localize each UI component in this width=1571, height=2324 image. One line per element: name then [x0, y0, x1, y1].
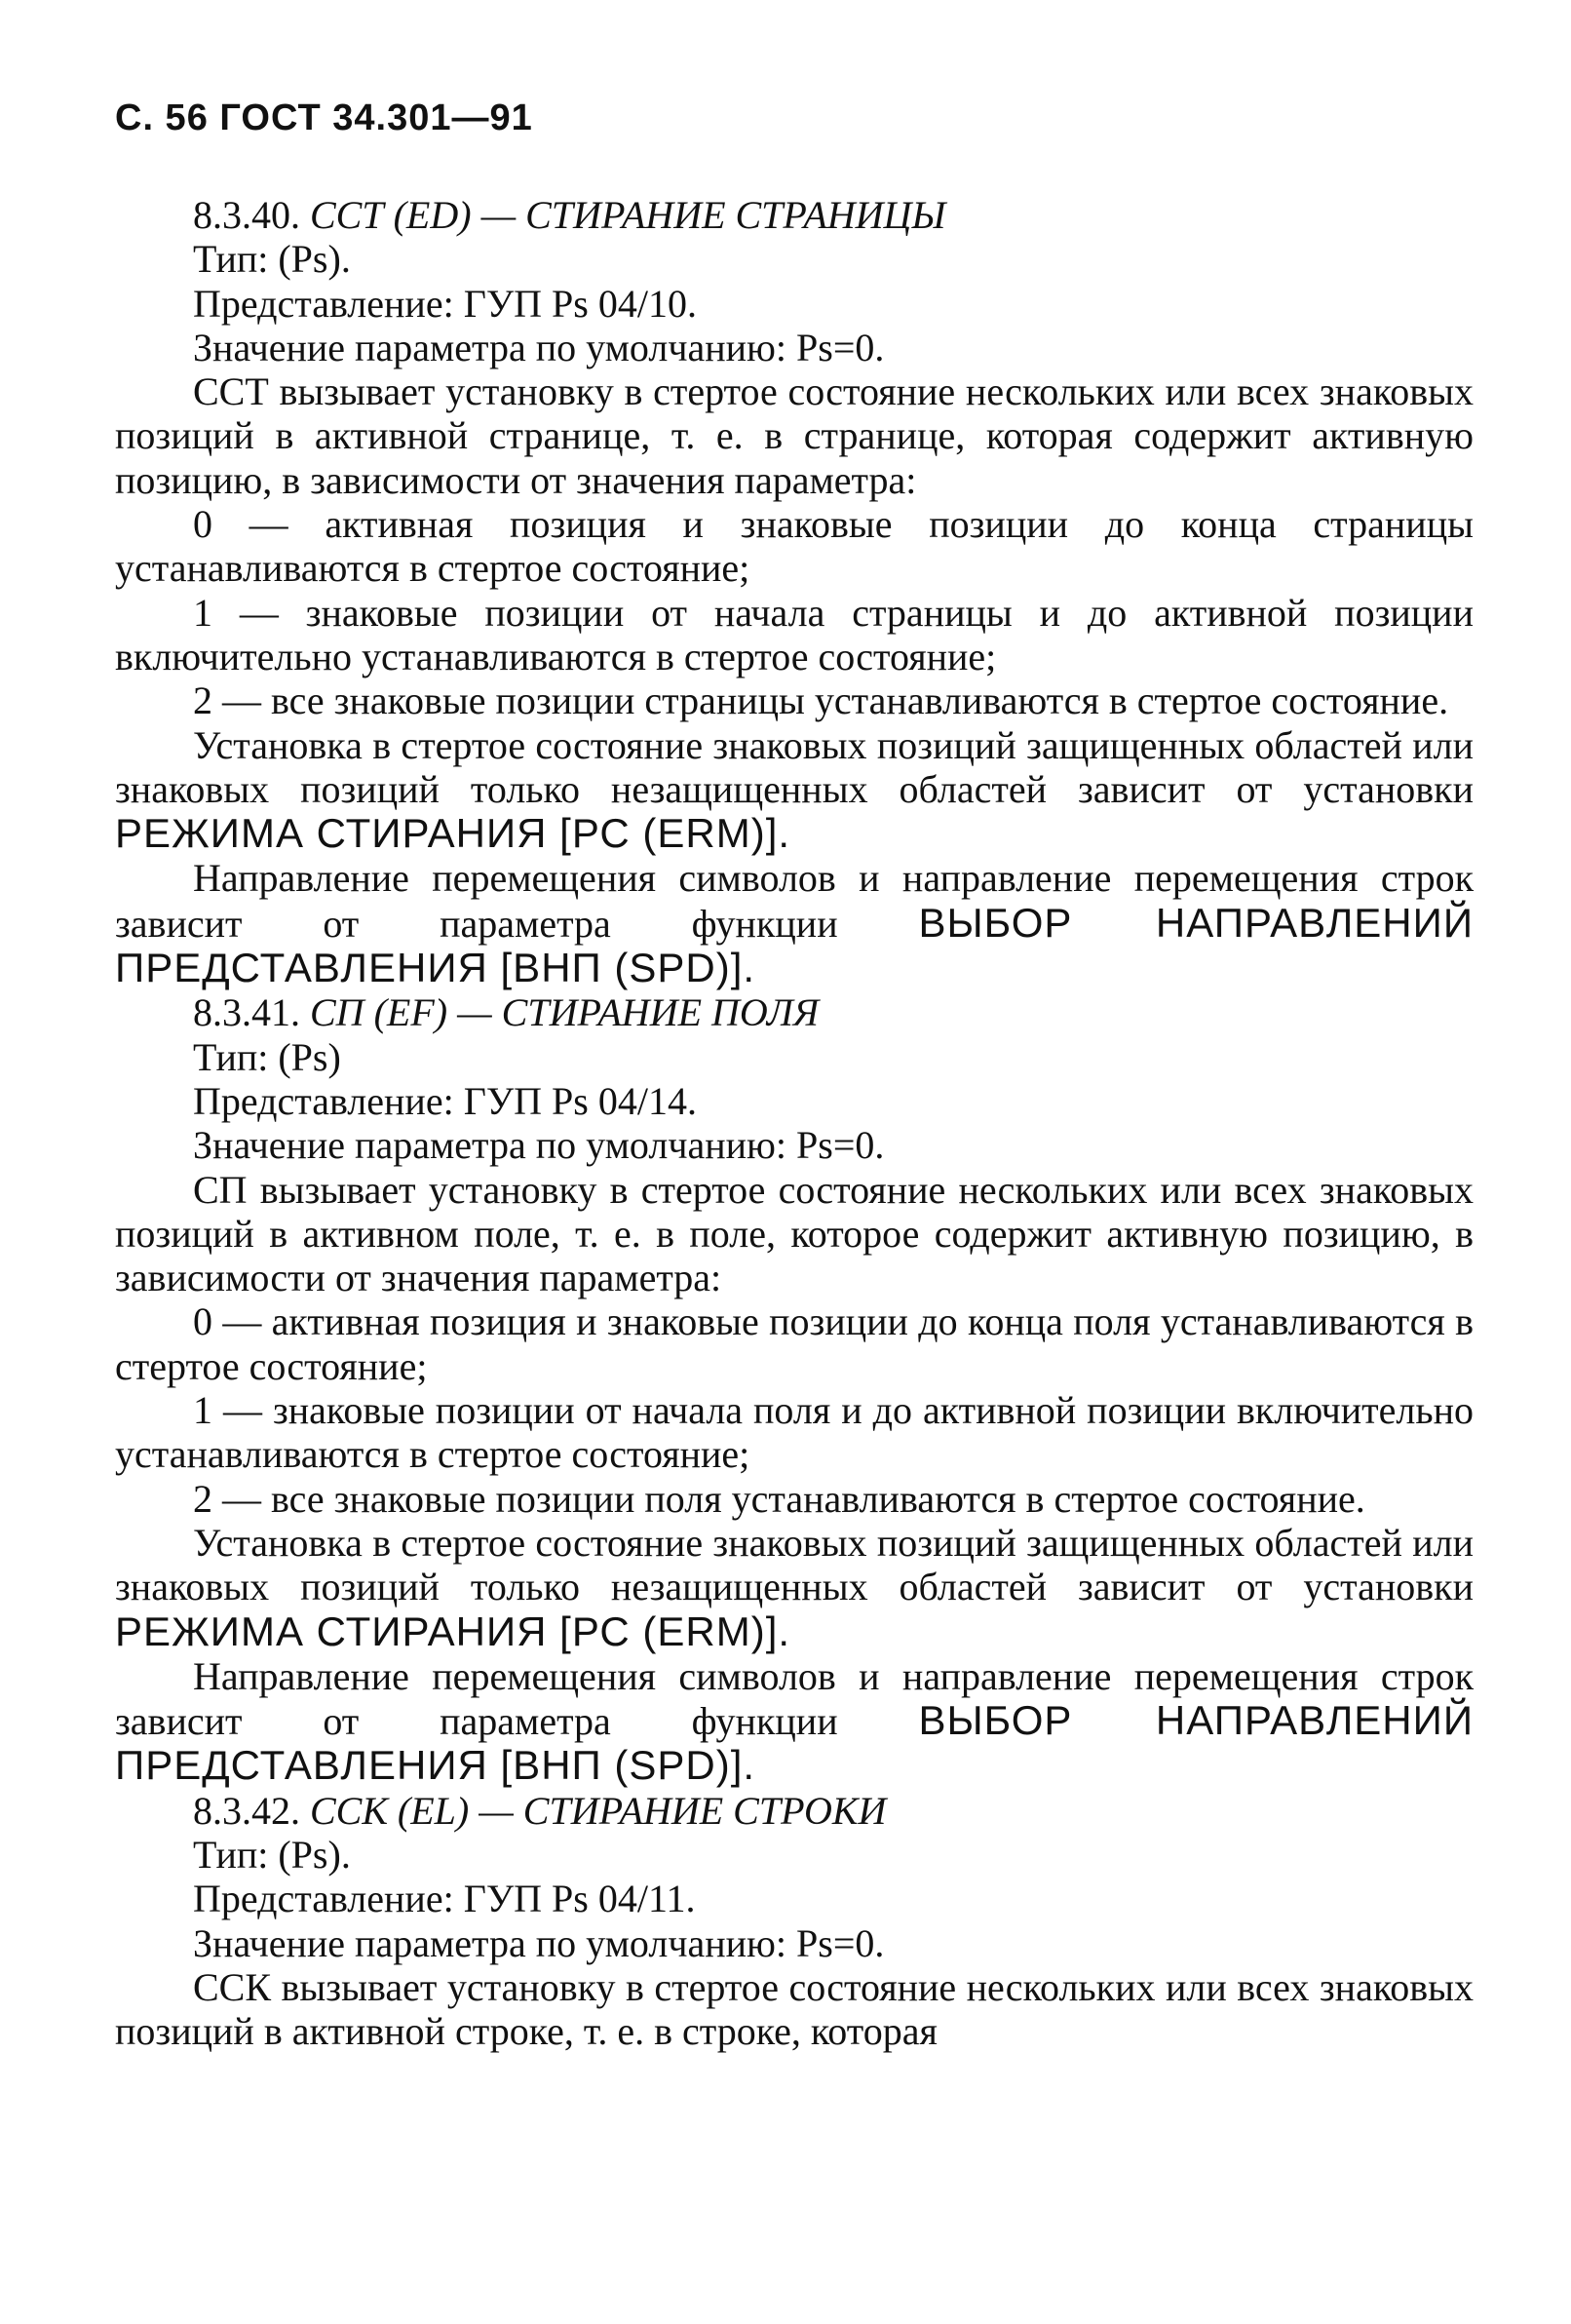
representation-line: Представление: ГУП Ps 04/10.	[193, 281, 697, 326]
direction-function-reference: ВЫБОР НАПРАВЛЕНИЙ ПРЕДСТАВЛЕНИЯ [ВНП (SPD)].	[115, 1697, 1475, 1789]
description-paragraph: ССТ вызывает установку в стертое состояние нескольких или всех знаковых позиций в активной странице, т. е. в странице, которая содержит активную позицию, в зависимости от значения параметра:	[115, 369, 1474, 502]
page-header: С. 56 ГОСТ 34.301—91	[115, 97, 533, 138]
section-heading-8-3-42	[115, 1789, 1474, 1833]
representation-line: Представление: ГУП Ps 04/11.	[193, 1877, 696, 1921]
default-value-line: Значение параметра по умолчанию: Ps=0.	[193, 1920, 885, 1965]
section-heading-8-3-40	[115, 193, 1474, 237]
erase-mode-reference: РЕЖИМА СТИРАНИЯ [РС (ERM)].	[115, 810, 791, 857]
erase-mode-paragraph	[115, 723, 1474, 857]
erase-mode-paragraph	[115, 1521, 1474, 1654]
section-number: 8.3.42.	[193, 1788, 300, 1833]
description-paragraph: СП вызывает установку в стертое состояние нескольких или всех знаковых позиций в активном поле, т. е. в поле, которое содержит активную позицию, в зависимости от значения параметра:	[115, 1167, 1474, 1300]
type-line: Тип: (Ps).	[193, 1832, 351, 1877]
parameter-option-1: 1 — знаковые позиции от начала страницы и до активной позиции включительно устанавливаются в стертое состояние;	[115, 590, 1474, 678]
erase-mode-text: Установка в стертое состояние знаковых позиций защищенных областей или знаковых позиций только незащищенных областей зависит от установки	[115, 1520, 1474, 1609]
section-title: ССТ (ED) — СТИРАНИЕ СТРАНИЦЫ	[310, 193, 946, 237]
type-line: Тип: (Ps)	[193, 1034, 341, 1079]
direction-function-reference: ВЫБОР НАПРАВЛЕНИЙ ПРЕДСТАВЛЕНИЯ [ВНП (SPD)].	[115, 899, 1475, 991]
direction-text: Направление перемещения символов и направление перемещения строк зависит от параметра функции	[115, 856, 1474, 946]
section-number: 8.3.41.	[193, 990, 300, 1035]
parameter-option-1: 1 — знаковые позиции от начала поля и до активной позиции включительно устанавливаются в стертое состояние;	[115, 1388, 1474, 1477]
parameter-option-0: 0 — активная позиция и знаковые позиции до конца страницы устанавливаются в стертое состояние;	[115, 502, 1474, 591]
section-number: 8.3.40.	[193, 193, 300, 237]
default-value-line: Значение параметра по умолчанию: Ps=0.	[193, 325, 885, 369]
type-line: Тип: (Ps).	[193, 237, 351, 282]
direction-paragraph	[115, 1654, 1474, 1789]
parameter-option-2: 2 — все знаковые позиции поля устанавливаются в стертое состояние.	[193, 1476, 1365, 1521]
default-value-line: Значение параметра по умолчанию: Ps=0.	[193, 1123, 885, 1168]
representation-line: Представление: ГУП Ps 04/14.	[193, 1078, 697, 1123]
section-heading-8-3-41	[115, 990, 1474, 1034]
parameter-option-2: 2 — все знаковые позиции страницы устанавливаются в стертое состояние.	[193, 678, 1449, 723]
page-content	[115, 193, 1474, 2053]
erase-mode-reference: РЕЖИМА СТИРАНИЯ [РС (ERM)].	[115, 1607, 791, 1654]
direction-paragraph	[115, 856, 1474, 990]
section-title: СП (EF) — СТИРАНИЕ ПОЛЯ	[310, 990, 820, 1035]
parameter-option-0: 0 — активная позиция и знаковые позиции до конца поля устанавливаются в стертое состояние;	[115, 1299, 1474, 1388]
erase-mode-text: Установка в стертое состояние знаковых позиций защищенных областей или знаковых позиций только незащищенных областей зависит от установки	[115, 722, 1474, 811]
description-paragraph: ССК вызывает установку в стертое состояние нескольких или всех знаковых позиций в активной строке, т. е. в строке, которая	[115, 1964, 1474, 2054]
section-title: ССК (EL) — СТИРАНИЕ СТРОКИ	[310, 1788, 887, 1833]
direction-text: Направление перемещения символов и направление перемещения строк зависит от параметра функции	[115, 1653, 1474, 1744]
